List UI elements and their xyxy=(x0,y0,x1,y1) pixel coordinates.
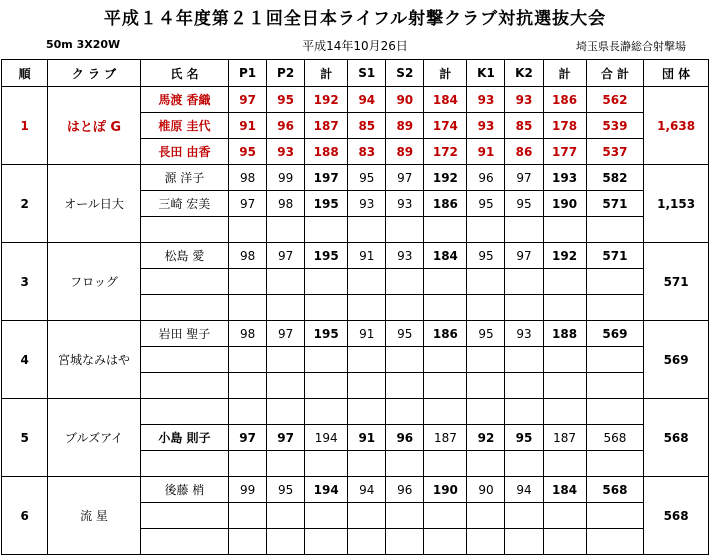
empty-cell xyxy=(267,503,305,529)
score-p-total: 195 xyxy=(305,191,348,217)
score-p1: 97 xyxy=(229,425,267,451)
score-p2: 93 xyxy=(267,139,305,165)
team-total: 571 xyxy=(644,243,709,321)
score-p-total: 187 xyxy=(305,113,348,139)
score-p-total: 194 xyxy=(305,425,348,451)
team-club: オール日大 xyxy=(48,165,140,243)
empty-cell xyxy=(140,295,228,321)
empty-cell xyxy=(467,217,505,243)
score-k-total: 178 xyxy=(543,113,586,139)
col-header-s-total: 計 xyxy=(424,60,467,87)
empty-cell xyxy=(467,451,505,477)
empty-cell xyxy=(586,503,644,529)
score-s1: 95 xyxy=(348,165,386,191)
empty-cell xyxy=(140,503,228,529)
page-title: 平成１４年度第２１回全日本ライフル射撃クラブ対抗選抜大会 xyxy=(103,9,607,29)
empty-cell xyxy=(140,373,228,399)
score-s1: 91 xyxy=(348,425,386,451)
empty-cell xyxy=(467,503,505,529)
empty-cell xyxy=(267,269,305,295)
score-s-total: 174 xyxy=(424,113,467,139)
team-club: 流 星 xyxy=(48,477,140,555)
score-p1: 97 xyxy=(229,87,267,113)
shooter-name: 椎原 圭代 xyxy=(140,113,228,139)
empty-cell xyxy=(348,399,386,425)
score-k-total: 188 xyxy=(543,321,586,347)
empty-cell xyxy=(305,269,348,295)
empty-cell xyxy=(386,217,424,243)
score-s1: 83 xyxy=(348,139,386,165)
empty-cell xyxy=(267,399,305,425)
score-p1: 98 xyxy=(229,321,267,347)
score-k2: 93 xyxy=(505,87,543,113)
col-header-team: 団 体 xyxy=(644,60,709,87)
team-rank: 6 xyxy=(2,477,48,555)
empty-cell xyxy=(140,399,228,425)
empty-cell xyxy=(140,451,228,477)
empty-cell xyxy=(424,347,467,373)
empty-cell xyxy=(229,451,267,477)
empty-cell xyxy=(386,451,424,477)
score-total: 571 xyxy=(586,243,644,269)
score-s-total: 186 xyxy=(424,191,467,217)
empty-cell xyxy=(348,529,386,555)
score-s1: 91 xyxy=(348,321,386,347)
empty-cell xyxy=(467,373,505,399)
score-p-total: 194 xyxy=(305,477,348,503)
score-k1: 95 xyxy=(467,191,505,217)
empty-cell xyxy=(543,347,586,373)
score-s1: 94 xyxy=(348,477,386,503)
empty-cell xyxy=(305,217,348,243)
shooter-name: 源 洋子 xyxy=(140,165,228,191)
team-total: 568 xyxy=(644,477,709,555)
score-p2: 96 xyxy=(267,113,305,139)
empty-cell xyxy=(386,347,424,373)
empty-cell xyxy=(140,217,228,243)
empty-cell xyxy=(467,269,505,295)
score-k1: 95 xyxy=(467,321,505,347)
table-row-empty xyxy=(2,399,709,425)
empty-cell xyxy=(305,399,348,425)
score-s2: 89 xyxy=(386,113,424,139)
team-club: ブルズアイ xyxy=(48,399,140,477)
col-header-k2: K2 xyxy=(505,60,543,87)
score-s-total: 190 xyxy=(424,477,467,503)
score-total: 568 xyxy=(586,425,644,451)
empty-cell xyxy=(140,269,228,295)
score-s2: 93 xyxy=(386,243,424,269)
empty-cell xyxy=(305,503,348,529)
score-s1: 85 xyxy=(348,113,386,139)
score-p-total: 197 xyxy=(305,165,348,191)
score-total: 562 xyxy=(586,87,644,113)
score-s-total: 192 xyxy=(424,165,467,191)
empty-cell xyxy=(267,451,305,477)
score-k-total: 177 xyxy=(543,139,586,165)
empty-cell xyxy=(424,269,467,295)
score-p2: 97 xyxy=(267,321,305,347)
score-total: 571 xyxy=(586,191,644,217)
score-total: 568 xyxy=(586,477,644,503)
empty-cell xyxy=(348,295,386,321)
score-total: 539 xyxy=(586,113,644,139)
score-s-total: 187 xyxy=(424,425,467,451)
score-k1: 96 xyxy=(467,165,505,191)
shooter-name: 岩田 聖子 xyxy=(140,321,228,347)
date-label: 平成14年10月26日 xyxy=(302,39,408,53)
empty-cell xyxy=(505,217,543,243)
empty-cell xyxy=(229,399,267,425)
score-p1: 98 xyxy=(229,165,267,191)
empty-cell xyxy=(267,347,305,373)
score-k2: 95 xyxy=(505,191,543,217)
table-row xyxy=(2,243,709,269)
shooter-name: 後藤 梢 xyxy=(140,477,228,503)
col-header-p-total: 計 xyxy=(305,60,348,87)
empty-cell xyxy=(543,399,586,425)
score-s1: 91 xyxy=(348,243,386,269)
score-p1: 97 xyxy=(229,191,267,217)
score-p1: 99 xyxy=(229,477,267,503)
score-p1: 91 xyxy=(229,113,267,139)
empty-cell xyxy=(505,399,543,425)
empty-cell xyxy=(424,529,467,555)
score-s2: 89 xyxy=(386,139,424,165)
empty-cell xyxy=(140,529,228,555)
score-k-total: 187 xyxy=(543,425,586,451)
empty-cell xyxy=(267,373,305,399)
score-k2: 85 xyxy=(505,113,543,139)
empty-cell xyxy=(305,373,348,399)
team-rank: 4 xyxy=(2,321,48,399)
score-p2: 98 xyxy=(267,191,305,217)
score-s1: 93 xyxy=(348,191,386,217)
empty-cell xyxy=(586,295,644,321)
score-k2: 97 xyxy=(505,243,543,269)
empty-cell xyxy=(267,529,305,555)
score-p2: 95 xyxy=(267,477,305,503)
empty-cell xyxy=(505,451,543,477)
score-s-total: 184 xyxy=(424,243,467,269)
team-rank: 5 xyxy=(2,399,48,477)
score-p1: 98 xyxy=(229,243,267,269)
empty-cell xyxy=(305,451,348,477)
empty-cell xyxy=(267,295,305,321)
score-p-total: 188 xyxy=(305,139,348,165)
empty-cell xyxy=(543,503,586,529)
table-row xyxy=(2,477,709,503)
team-club: はとぽ G xyxy=(48,87,140,165)
shooter-name: 長田 由香 xyxy=(140,139,228,165)
empty-cell xyxy=(586,529,644,555)
empty-cell xyxy=(348,269,386,295)
col-header-club: ク ラ ブ xyxy=(48,60,140,87)
score-p-total: 195 xyxy=(305,321,348,347)
score-s1: 94 xyxy=(348,87,386,113)
empty-cell xyxy=(505,269,543,295)
empty-cell xyxy=(348,503,386,529)
empty-cell xyxy=(348,217,386,243)
empty-cell xyxy=(424,295,467,321)
score-k-total: 193 xyxy=(543,165,586,191)
empty-cell xyxy=(424,399,467,425)
team-rank: 2 xyxy=(2,165,48,243)
score-p-total: 195 xyxy=(305,243,348,269)
team-club: フロッグ xyxy=(48,243,140,321)
empty-cell xyxy=(386,399,424,425)
empty-cell xyxy=(348,451,386,477)
empty-cell xyxy=(305,529,348,555)
empty-cell xyxy=(543,373,586,399)
empty-cell xyxy=(543,269,586,295)
empty-cell xyxy=(467,295,505,321)
score-k1: 93 xyxy=(467,87,505,113)
team-rank: 1 xyxy=(2,87,48,165)
shooter-name: 馬渡 香織 xyxy=(140,87,228,113)
col-header-s1: S1 xyxy=(348,60,386,87)
score-p-total: 192 xyxy=(305,87,348,113)
empty-cell xyxy=(305,347,348,373)
table-row xyxy=(2,321,709,347)
empty-cell xyxy=(467,399,505,425)
score-s2: 97 xyxy=(386,165,424,191)
col-header-p2: P2 xyxy=(267,60,305,87)
results-table xyxy=(1,59,709,555)
empty-cell xyxy=(505,503,543,529)
col-header-k1: K1 xyxy=(467,60,505,87)
empty-cell xyxy=(229,503,267,529)
empty-cell xyxy=(386,269,424,295)
col-header-name: 氏 名 xyxy=(140,60,228,87)
col-header-s2: S2 xyxy=(386,60,424,87)
score-total: 537 xyxy=(586,139,644,165)
score-k-total: 184 xyxy=(543,477,586,503)
empty-cell xyxy=(586,217,644,243)
score-total: 569 xyxy=(586,321,644,347)
shooter-name: 松島 愛 xyxy=(140,243,228,269)
empty-cell xyxy=(467,347,505,373)
empty-cell xyxy=(229,373,267,399)
table-row xyxy=(2,87,709,113)
empty-cell xyxy=(505,373,543,399)
empty-cell xyxy=(229,529,267,555)
empty-cell xyxy=(586,399,644,425)
empty-cell xyxy=(305,295,348,321)
empty-cell xyxy=(386,503,424,529)
score-k-total: 186 xyxy=(543,87,586,113)
empty-cell xyxy=(543,295,586,321)
score-s2: 95 xyxy=(386,321,424,347)
score-k1: 91 xyxy=(467,139,505,165)
empty-cell xyxy=(505,347,543,373)
empty-cell xyxy=(586,269,644,295)
score-s2: 96 xyxy=(386,425,424,451)
empty-cell xyxy=(586,347,644,373)
empty-cell xyxy=(424,451,467,477)
score-p2: 97 xyxy=(267,425,305,451)
empty-cell xyxy=(140,347,228,373)
empty-cell xyxy=(386,295,424,321)
score-k2: 95 xyxy=(505,425,543,451)
score-k2: 93 xyxy=(505,321,543,347)
empty-cell xyxy=(586,373,644,399)
shooter-name: 三崎 宏美 xyxy=(140,191,228,217)
empty-cell xyxy=(424,373,467,399)
empty-cell xyxy=(229,295,267,321)
score-s-total: 184 xyxy=(424,87,467,113)
empty-cell xyxy=(505,295,543,321)
team-total: 1,638 xyxy=(644,87,709,165)
venue-label: 埼玉県長瀞総合射撃場 xyxy=(576,40,686,53)
score-p2: 97 xyxy=(267,243,305,269)
empty-cell xyxy=(543,451,586,477)
empty-cell xyxy=(386,373,424,399)
empty-cell xyxy=(424,217,467,243)
score-s-total: 186 xyxy=(424,321,467,347)
empty-cell xyxy=(543,529,586,555)
team-total: 1,153 xyxy=(644,165,709,243)
score-s2: 90 xyxy=(386,87,424,113)
score-s2: 93 xyxy=(386,191,424,217)
team-total: 569 xyxy=(644,321,709,399)
team-rank: 3 xyxy=(2,243,48,321)
empty-cell xyxy=(467,529,505,555)
score-total: 582 xyxy=(586,165,644,191)
col-header-p1: P1 xyxy=(229,60,267,87)
col-header-k-total: 計 xyxy=(543,60,586,87)
empty-cell xyxy=(267,217,305,243)
empty-cell xyxy=(543,217,586,243)
team-total: 568 xyxy=(644,399,709,477)
score-k1: 93 xyxy=(467,113,505,139)
score-k1: 95 xyxy=(467,243,505,269)
empty-cell xyxy=(229,217,267,243)
table-row xyxy=(2,165,709,191)
score-k2: 97 xyxy=(505,165,543,191)
score-p1: 95 xyxy=(229,139,267,165)
team-club: 宮城なみはや xyxy=(48,321,140,399)
score-p2: 95 xyxy=(267,87,305,113)
score-p2: 99 xyxy=(267,165,305,191)
score-k-total: 192 xyxy=(543,243,586,269)
score-k1: 90 xyxy=(467,477,505,503)
score-s-total: 172 xyxy=(424,139,467,165)
col-header-total: 合 計 xyxy=(586,60,644,87)
empty-cell xyxy=(229,269,267,295)
score-k2: 86 xyxy=(505,139,543,165)
score-k-total: 190 xyxy=(543,191,586,217)
empty-cell xyxy=(586,451,644,477)
empty-cell xyxy=(505,529,543,555)
header-row xyxy=(2,60,709,87)
empty-cell xyxy=(424,503,467,529)
score-s2: 96 xyxy=(386,477,424,503)
empty-cell xyxy=(348,373,386,399)
empty-cell xyxy=(386,529,424,555)
event-label: 50m 3X20W xyxy=(46,38,121,51)
empty-cell xyxy=(229,347,267,373)
shooter-name: 小島 則子 xyxy=(140,425,228,451)
score-k1: 92 xyxy=(467,425,505,451)
empty-cell xyxy=(348,347,386,373)
score-k2: 94 xyxy=(505,477,543,503)
col-header-rank: 順 xyxy=(2,60,48,87)
